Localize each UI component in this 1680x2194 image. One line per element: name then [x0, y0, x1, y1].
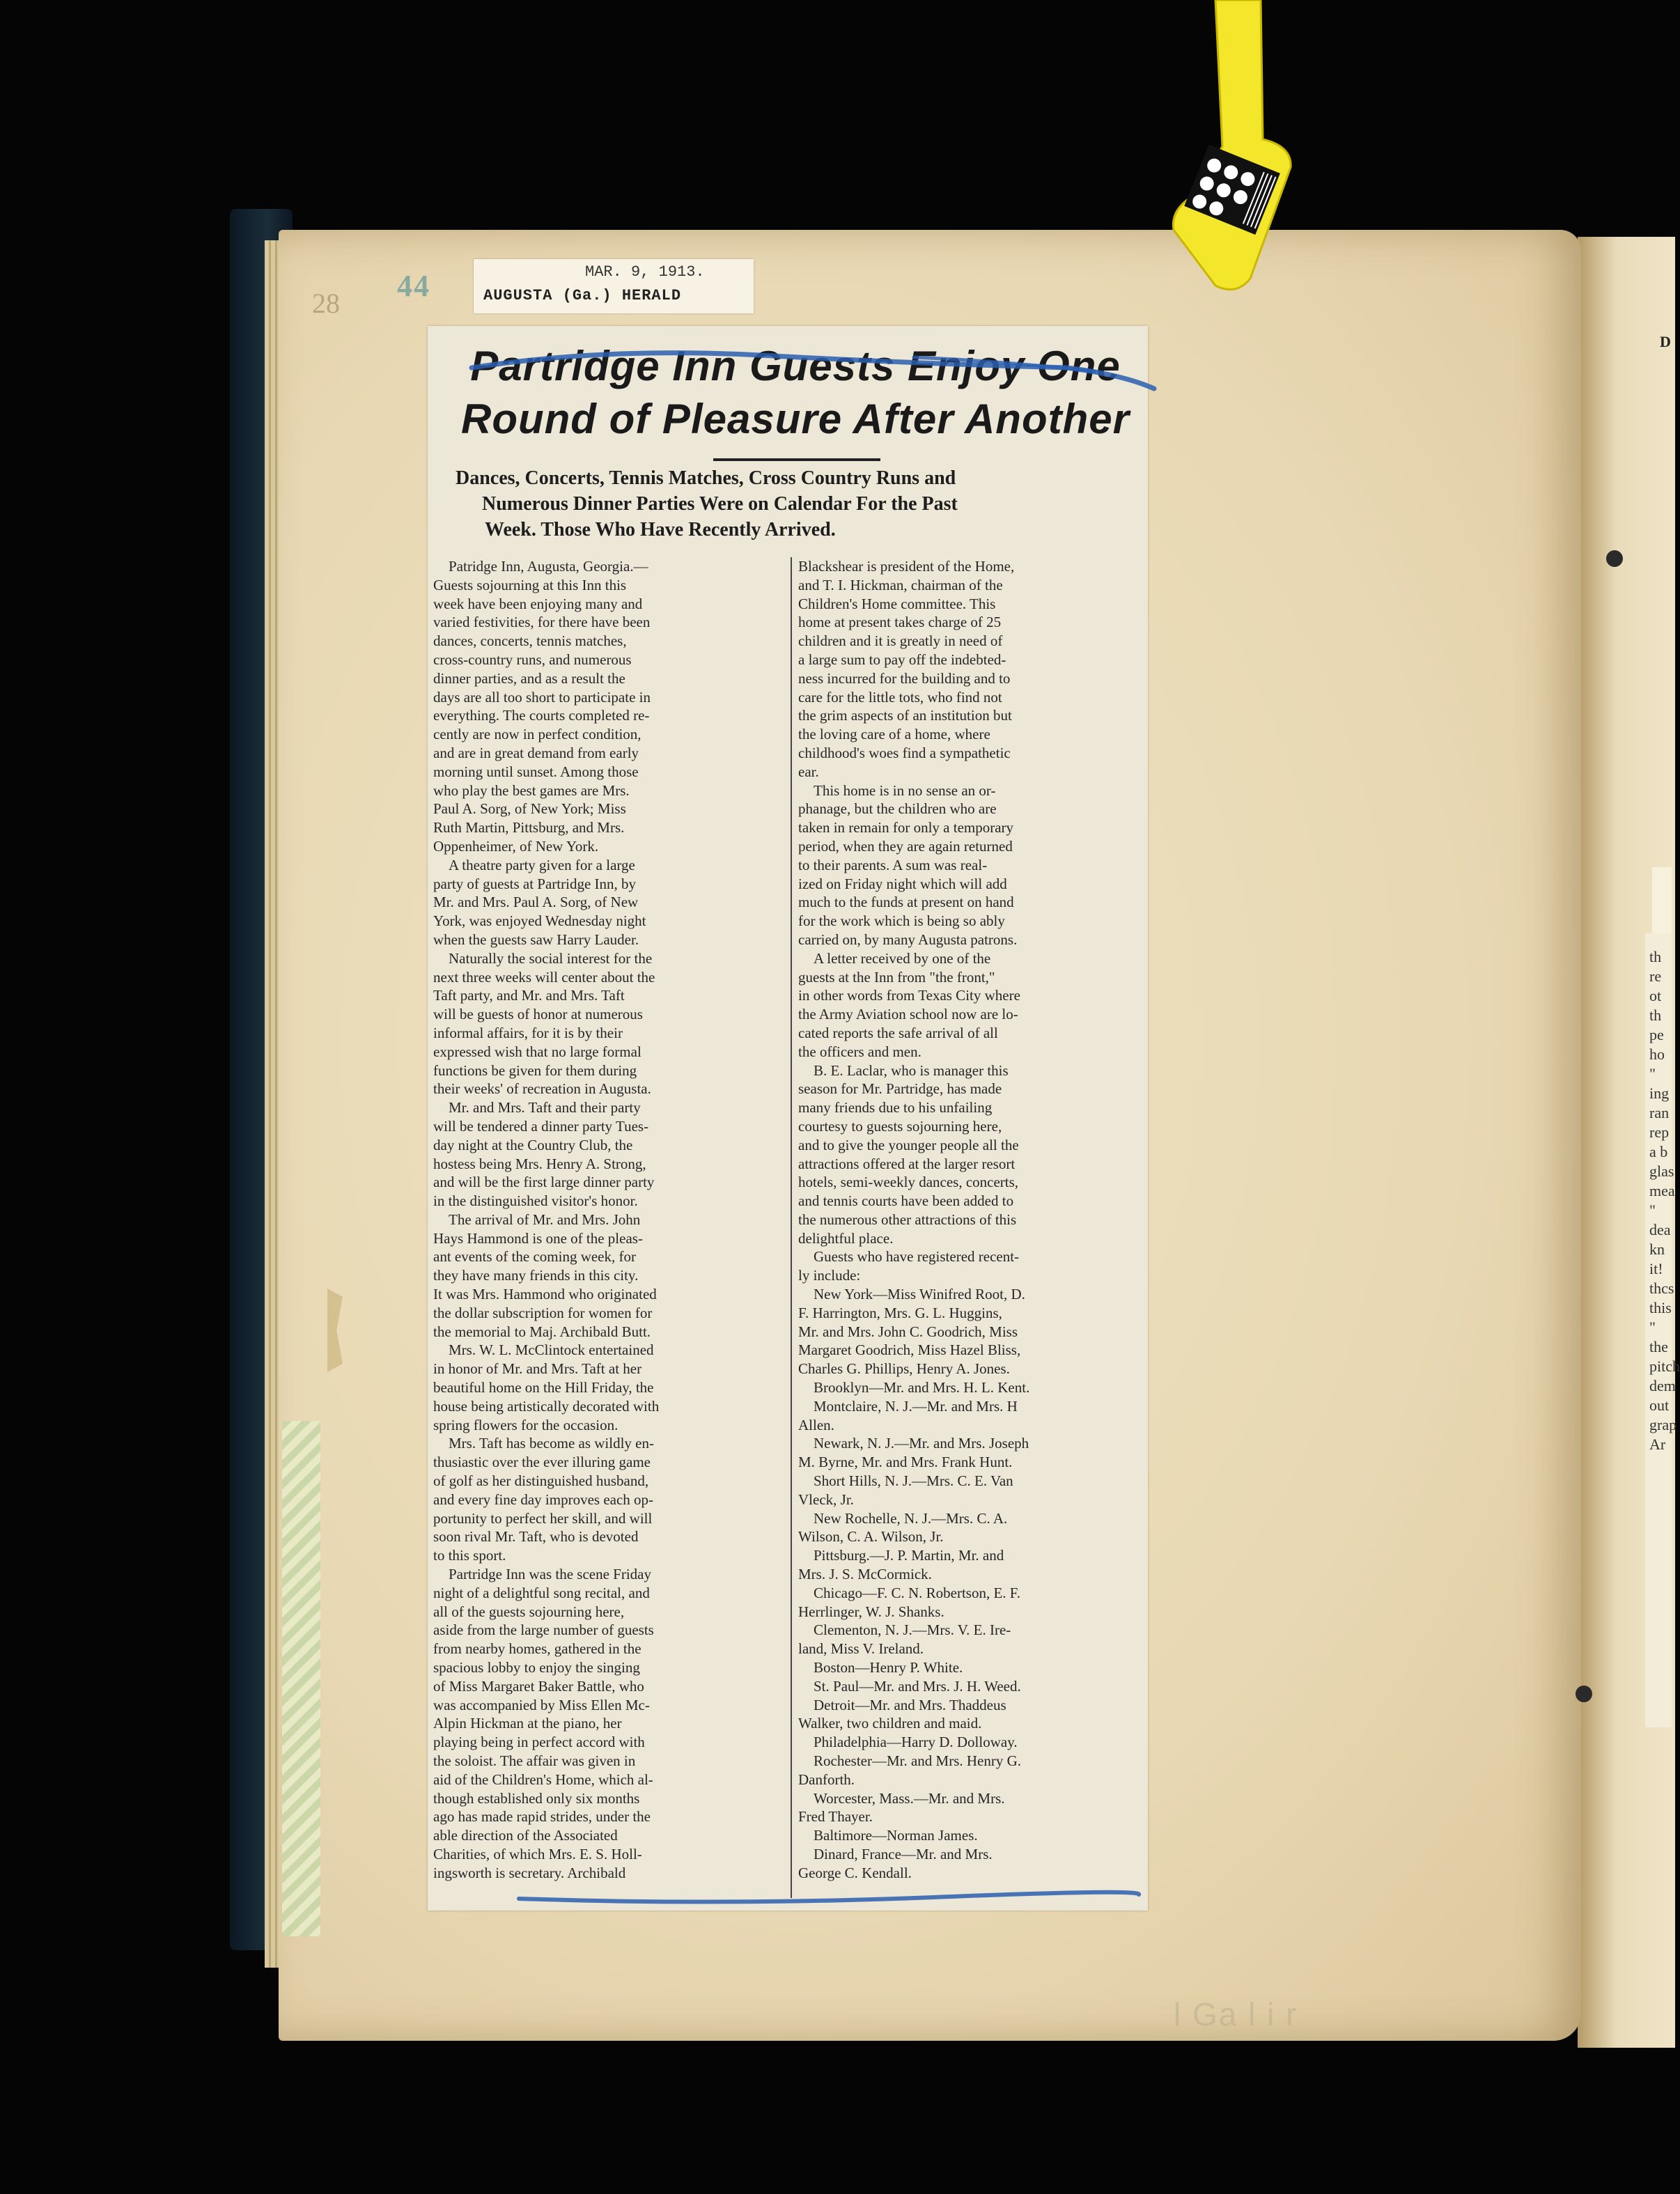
floral-endpaper [282, 1421, 320, 1936]
article-line: Alpin Hickman at the piano, her [433, 1715, 622, 1732]
underlying-page-number: 28 [312, 288, 340, 319]
binding-hole [1576, 1686, 1592, 1702]
article-line: the Army Aviation school now are lo- [798, 1006, 1018, 1023]
article-line: Children's Home committee. This [798, 595, 996, 612]
article-line: in the distinguished visitor's honor. [433, 1192, 638, 1210]
article-line: Dinard, France—Mr. and Mrs. [814, 1845, 993, 1862]
article-line: everything. The courts completed re- [433, 707, 650, 724]
article-line: soon rival Mr. Taft, who is devoted [433, 1528, 639, 1546]
facing-page-letter: D [1660, 333, 1671, 350]
article-line: was accompanied by Miss Ellen Mc- [433, 1696, 650, 1713]
article-line: period, when they are again returned [798, 837, 1013, 855]
facing-page-text-fragment: thcs [1649, 1279, 1674, 1297]
article-line: ant events of the coming week, for [433, 1248, 636, 1266]
article-line: childhood's woes find a sympathetic [798, 744, 1011, 761]
article-line: Oppenheimer, of New York. [433, 837, 599, 855]
article-line: carried on, by many Augusta patrons. [798, 931, 1018, 948]
article-line: playing being in perfect accord with [433, 1734, 645, 1751]
article-line: day night at the Country Club, the [433, 1136, 633, 1153]
article-line: phanage, but the children who are [798, 800, 997, 818]
article-line: spacious lobby to enjoy the singing [433, 1659, 640, 1676]
article-line: Charities, of which Mrs. E. S. Holl- [433, 1845, 642, 1862]
article-line: ingsworth is secretary. Archibald [433, 1864, 626, 1881]
article-line: York, was enjoyed Wednesday night [433, 912, 646, 930]
article-line: Mr. and Mrs. Paul A. Sorg, of New [433, 894, 639, 911]
facing-page-text-fragment: rep [1649, 1123, 1670, 1141]
article-line: A theatre party given for a large [449, 856, 635, 873]
article-line: ear. [798, 763, 819, 780]
article-line: and T. I. Hickman, chairman of the [798, 576, 1003, 593]
article-line: Ruth Martin, Pittsburg, and Mrs. [433, 819, 625, 837]
article-line: Hays Hammond is one of the pleas- [433, 1229, 643, 1247]
article-line: Herrlinger, W. J. Shanks. [798, 1603, 944, 1620]
article-line: Wilson, C. A. Wilson, Jr. [798, 1528, 944, 1546]
binding-hole [1606, 550, 1623, 567]
source-label [474, 259, 754, 313]
article-line: It was Mrs. Hammond who originated [433, 1286, 657, 1303]
article-line: guests at the Inn from "the front," [798, 968, 995, 986]
subheadline-line: Dances, Concerts, Tennis Matches, Cross Country Runs and [456, 467, 956, 489]
article-line: George C. Kendall. [798, 1864, 912, 1881]
article-line: delightful place. [798, 1229, 894, 1247]
article-line: Guests who have registered recent- [814, 1248, 1020, 1266]
facing-page-text-fragment: the [1649, 1338, 1668, 1355]
facing-page-text-fragment: ran [1649, 1104, 1670, 1121]
article-line: night of a delightful song recital, and [433, 1584, 650, 1601]
article-line: Taft party, and Mr. and Mrs. Taft [433, 987, 625, 1004]
article-line: house being artistically decorated with [433, 1397, 660, 1415]
facing-page-text-fragment: Ar [1649, 1436, 1666, 1453]
subheadline [456, 465, 1138, 543]
article-line: Newark, N. J.—Mr. and Mrs. Joseph [814, 1435, 1029, 1452]
facing-page-clipping [1645, 933, 1680, 1727]
article-line: dances, concerts, tennis matches, [433, 632, 627, 650]
page-number: 44 [397, 269, 430, 303]
article-line: and tennis courts have been added to [798, 1192, 1014, 1210]
article-line: Walker, two children and maid. [798, 1715, 982, 1732]
facing-page-text-fragment: this [1649, 1299, 1672, 1316]
article-line: Vleck, Jr. [798, 1491, 854, 1508]
article-line: Partridge Inn was the scene Friday [449, 1566, 651, 1583]
article-line: when the guests saw Harry Lauder. [433, 931, 639, 948]
facing-page-text-fragment: th [1649, 948, 1662, 965]
facing-page-text-fragment: re [1649, 967, 1662, 985]
article-line: and every fine day improves each op- [433, 1491, 654, 1508]
article-line: varied festivities, for there have been [433, 614, 651, 631]
article-line: and to give the younger people all the [798, 1136, 1019, 1153]
article-line: cated reports the safe arrival of all [798, 1024, 998, 1041]
subheadline-line: Week. Those Who Have Recently Arrived. [485, 519, 836, 540]
article-line: ized on Friday night which will add [798, 875, 1007, 892]
article-line: dinner parties, and as a result the [433, 669, 625, 687]
article-column-right [798, 557, 1141, 1883]
article-line: beautiful home on the Hill Friday, the [433, 1379, 654, 1396]
article-line: expressed wish that no large formal [433, 1043, 641, 1060]
facing-page-text-fragment: " [1649, 1065, 1656, 1082]
article-line: New York—Miss Winifred Root, D. [814, 1286, 1025, 1303]
article-line: aid of the Children's Home, which al- [433, 1771, 653, 1788]
article-line: cently are now in perfect condition, [433, 726, 641, 743]
article-line: will be tendered a dinner party Tues- [433, 1117, 649, 1135]
article-line: portunity to perfect her skill, and will [433, 1509, 653, 1527]
article-line: though established only six months [433, 1789, 640, 1807]
article-line: week have been enjoying many and [433, 595, 643, 612]
article-line: Guests sojourning at this Inn this [433, 576, 627, 593]
facing-page-text-fragment: a b [1649, 1143, 1668, 1160]
facing-page-text-fragment: " [1649, 1201, 1656, 1219]
facing-page-text-fragment: " [1649, 1318, 1656, 1336]
watermark: l Ga l i r [1174, 1996, 1298, 2032]
article-line: season for Mr. Partridge, has made [798, 1080, 1002, 1098]
article-line: Montclaire, N. J.—Mr. and Mrs. H [814, 1397, 1018, 1415]
article-line: New Rochelle, N. J.—Mrs. C. A. [814, 1509, 1008, 1527]
facing-page-text-fragment: th [1649, 1006, 1662, 1024]
facing-page-text-fragment: pe [1649, 1026, 1664, 1043]
facing-page-text-fragment: kn [1649, 1240, 1665, 1258]
article-line: Pittsburg.—J. P. Martin, Mr. and [814, 1547, 1004, 1564]
article-line: in honor of Mr. and Mrs. Taft at her [433, 1360, 642, 1378]
article-line: the soloist. The affair was given in [433, 1752, 636, 1769]
article-line: This home is in no sense an or- [814, 781, 996, 799]
article-line: the officers and men. [798, 1043, 921, 1060]
article-line: Naturally the social interest for the [449, 949, 653, 967]
article-line: ness incurred for the building and to [798, 669, 1011, 687]
headline-rule [713, 458, 880, 461]
headline-line: Round of Pleasure After Another [461, 396, 1130, 442]
article-line: Fred Thayer. [798, 1808, 873, 1826]
article-line: land, Miss V. Ireland. [798, 1640, 924, 1658]
subheadline-line: Numerous Dinner Parties Were on Calendar For the Past [482, 493, 958, 515]
facing-page-text-fragment: glas [1649, 1162, 1674, 1180]
article-line: they have many friends in this city. [433, 1267, 639, 1284]
article-line: Mrs. J. S. McCormick. [798, 1566, 932, 1583]
article-line: care for the little tots, who find not [798, 688, 1002, 706]
article-line: Patridge Inn, Augusta, Georgia.— [449, 558, 648, 575]
article-line: spring flowers for the occasion. [433, 1416, 619, 1433]
article-line: the numerous other attractions of this [798, 1211, 1017, 1228]
article-line: much to the funds at present on hand [798, 894, 1014, 911]
article-line: of Miss Margaret Baker Battle, who [433, 1677, 644, 1695]
facing-page-text-fragment: pitch [1649, 1357, 1680, 1375]
article-line: attractions offered at the larger resort [798, 1155, 1016, 1172]
facing-page-text-fragment: dea [1649, 1221, 1671, 1238]
article-line: Boston—Henry P. White. [814, 1659, 963, 1676]
article-line: able direction of the Associated [433, 1827, 618, 1844]
blue-pencil-mark-top [468, 340, 1158, 396]
article-line: in other words from Texas City where [798, 987, 1020, 1004]
article-line: Margaret Goodrich, Miss Hazel Bliss, [798, 1341, 1021, 1359]
article-line: Short Hills, N. J.—Mrs. C. E. Van [814, 1472, 1013, 1490]
article-line: morning until sunset. Among those [433, 763, 639, 780]
article-line: Danforth. [798, 1771, 855, 1788]
article-line: Allen. [798, 1416, 834, 1433]
facing-page-text-fragment: ho [1649, 1045, 1665, 1063]
article-line: Mr. and Mrs. John C. Goodrich, Miss [798, 1323, 1018, 1340]
article-line: who play the best games are Mrs. [433, 781, 630, 799]
article-line: F. Harrington, Mrs. G. L. Huggins, [798, 1304, 1002, 1321]
article-line: children and it is greatly in need of [798, 632, 1003, 650]
article-line: party of guests at Partridge Inn, by [433, 875, 637, 892]
article-line: a large sum to pay off the indebted- [798, 651, 1006, 668]
article-line: St. Paul—Mr. and Mrs. J. H. Weed. [814, 1677, 1021, 1695]
article-line: Mrs. Taft has become as wildly en- [449, 1435, 654, 1452]
article-column-left [433, 557, 786, 1883]
article-line: days are all too short to participate in [433, 688, 651, 706]
facing-page-text-fragment: ing [1649, 1084, 1670, 1102]
article-line: Worcester, Mass.—Mr. and Mrs. [814, 1789, 1005, 1807]
article-line: taken in remain for only a temporary [798, 819, 1014, 837]
article-line: Paul A. Sorg, of New York; Miss [433, 800, 626, 818]
article-line: Chicago—F. C. N. Robertson, E. F. [814, 1584, 1021, 1601]
article-line: many friends due to his unfailing [798, 1099, 993, 1117]
yellow-clip [1174, 0, 1292, 293]
article-line: Charles G. Phillips, Henry A. Jones. [798, 1360, 1010, 1378]
article-line: Detroit—Mr. and Mrs. Thaddeus [814, 1696, 1006, 1713]
article-line: will be guests of honor at numerous [433, 1006, 643, 1023]
article-line: next three weeks will center about the [433, 968, 655, 986]
newspaper-name: AUGUSTA (Ga.) HERALD [483, 287, 682, 304]
facing-page-text-fragment: it! [1649, 1260, 1663, 1277]
newspaper-clipping [428, 326, 1148, 1911]
article-line: A letter received by one of the [814, 949, 991, 967]
article-line: Mr. and Mrs. Taft and their party [449, 1099, 641, 1117]
article-line: the memorial to Maj. Archibald Butt. [433, 1323, 651, 1340]
article-line: their weeks' of recreation in Augusta. [433, 1080, 651, 1098]
article-line: Clementon, N. J.—Mrs. V. E. Ire- [814, 1621, 1011, 1639]
article-line: ly include: [798, 1267, 861, 1284]
facing-page-text-fragment: grap [1649, 1416, 1677, 1433]
facing-page-text-fragment: mea [1649, 1182, 1675, 1199]
article-line: and will be the first large dinner party [433, 1174, 655, 1191]
article-line: hostess being Mrs. Henry A. Strong, [433, 1155, 646, 1172]
article-line: the dollar subscription for women for [433, 1304, 653, 1321]
facing-page-text-fragment: ot [1649, 987, 1662, 1004]
article-line: the loving care of a home, where [798, 726, 990, 743]
article-line: to this sport. [433, 1547, 506, 1564]
blue-pencil-mark-bottom [515, 1885, 1142, 1913]
article-line: M. Byrne, Mr. and Mrs. Frank Hunt. [798, 1454, 1013, 1471]
facing-page-text-fragment: dem [1649, 1377, 1676, 1394]
article-line: of golf as her distinguished husband, [433, 1472, 649, 1490]
article-line: B. E. Laclar, who is manager this [814, 1061, 1009, 1079]
article-line: functions be given for them during [433, 1061, 637, 1079]
article-line: and are in great demand from early [433, 744, 639, 761]
facing-page-clipping-corner [1652, 867, 1672, 944]
article-line: for the work which is being so ably [798, 912, 1005, 930]
article-line: from nearby homes, gathered in the [433, 1640, 641, 1658]
article-line: the grim aspects of an institution but [798, 707, 1012, 724]
article-line: courtesy to guests sojourning here, [798, 1117, 1002, 1135]
article-line: Baltimore—Norman James. [814, 1827, 978, 1844]
article-line: ago has made rapid strides, under the [433, 1808, 651, 1826]
article-line: thusiastic over the ever illuring game [433, 1454, 651, 1471]
publication-date: MAR. 9, 1913. [585, 263, 705, 281]
article-line: Brooklyn—Mr. and Mrs. H. L. Kent. [814, 1379, 1030, 1396]
article-line: home at present takes charge of 25 [798, 614, 1002, 631]
article-line: Philadelphia—Harry D. Dolloway. [814, 1734, 1018, 1751]
article-line: to their parents. A sum was real- [798, 856, 988, 873]
article-line: aside from the large number of guests [433, 1621, 654, 1639]
article-line: The arrival of Mr. and Mrs. John [449, 1211, 641, 1228]
headline-line: Partridge Inn Guests Enjoy One [470, 343, 1121, 389]
article-line: hotels, semi-weekly dances, concerts, [798, 1174, 1019, 1191]
article-line: Rochester—Mr. and Mrs. Henry G. [814, 1752, 1022, 1769]
article-line: cross-country runs, and numerous [433, 651, 632, 668]
facing-page-text-fragment: out [1649, 1396, 1670, 1414]
article-line: informal affairs, for it is by their [433, 1024, 623, 1041]
column-divider [791, 557, 792, 1898]
article-line: Blackshear is president of the Home, [798, 558, 1015, 575]
article-line: all of the guests sojourning here, [433, 1603, 625, 1620]
article-line: Mrs. W. L. McClintock entertained [449, 1341, 654, 1359]
